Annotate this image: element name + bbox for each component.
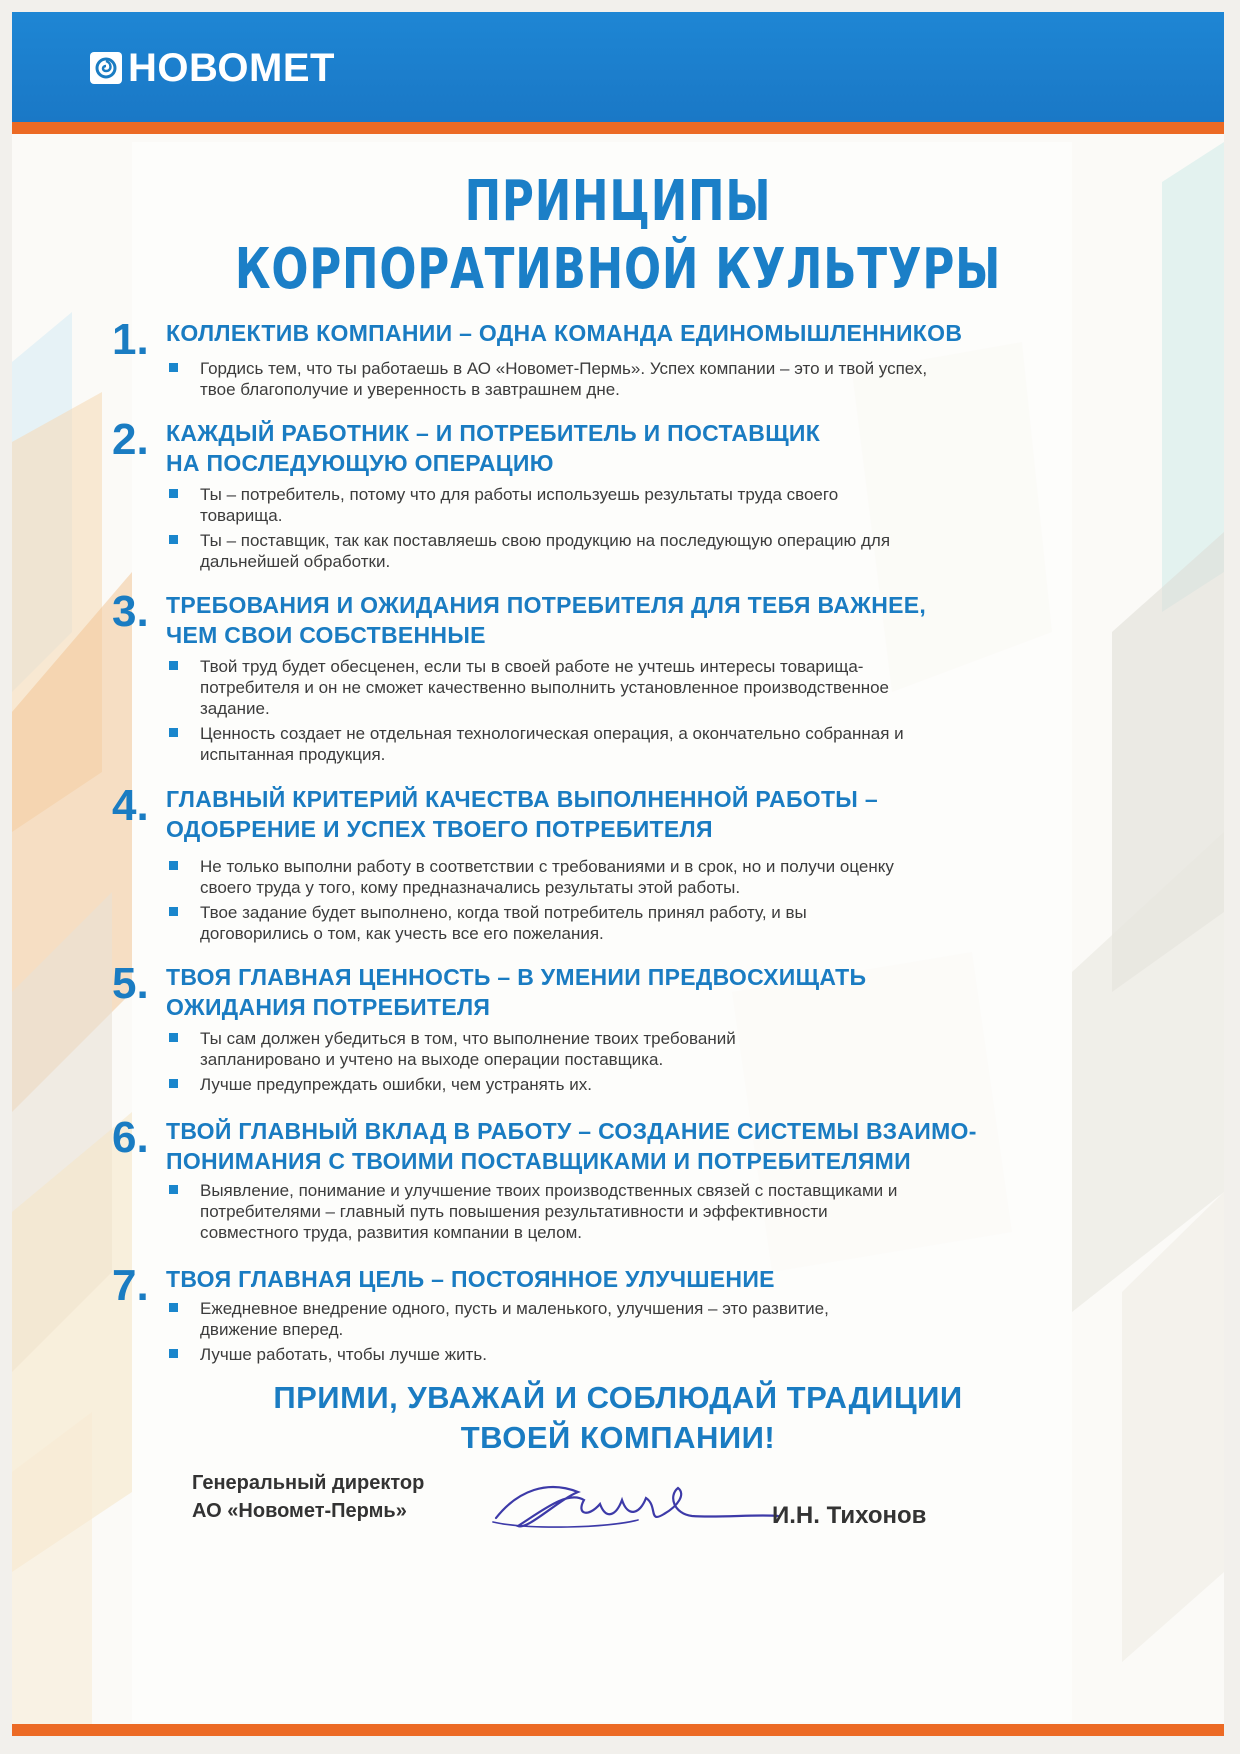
principle-number: 2. (112, 415, 149, 464)
closing-line2: ТВОЕЙ КОМПАНИИ! (460, 1420, 776, 1455)
bullet-square-icon (169, 489, 178, 498)
principle-bullets (166, 1028, 1146, 1099)
principle-number: 5. (112, 959, 149, 1008)
bullet-item: Ты – потребитель, потому что для работы используешь результаты труда своего товарища. (166, 484, 1146, 526)
bullet-item: Лучше работать, чтобы лучше жить. (166, 1344, 1146, 1365)
bullet-item: Выявление, понимание и улучшение твоих производственных связей с поставщиками и потребителями – главный путь повышения результативности и эффективности совместного труда, развития компании в целом. (166, 1180, 1146, 1243)
principle-bullets (166, 1180, 1146, 1247)
principle-heading: ТВОЯ ГЛАВНАЯ ЦЕЛЬ – ПОСТОЯННОЕ УЛУЧШЕНИЕ (166, 1266, 775, 1292)
bullet-square-icon (169, 861, 178, 870)
principle-heading: КАЖДЫЙ РАБОТНИК – И ПОТРЕБИТЕЛЬ И ПОСТАВЩИК НА ПОСЛЕДУЮЩУЮ ОПЕРАЦИЮ (166, 420, 821, 476)
bullet-square-icon (169, 1079, 178, 1088)
principle-number: 4. (112, 781, 149, 830)
principle-bullets (166, 656, 1146, 769)
signatory-company: АО «Новомет-Пермь» (192, 1500, 407, 1522)
bullet-item: Твое задание будет выполнено, когда твой потребитель принял работу, и вы договорились о том, как учесть все его пожелания. (166, 902, 1146, 944)
poster-sheet (12, 12, 1224, 1736)
page-title-line2: КОРПОРАТИВНОЙ КУЛЬТУРЫ (234, 237, 1002, 302)
logo-swirl-icon (90, 52, 122, 84)
bullet-item: Лучше предупреждать ошибки, чем устранять их. (166, 1074, 1146, 1095)
principle-heading: ТВОЙ ГЛАВНЫЙ ВКЛАД В РАБОТУ – СОЗДАНИЕ СИСТЕМЫ ВЗАИМО- ПОНИМАНИЯ С ТВОИМИ ПОСТАВЩИКАМИ И ПОТРЕБИТЕЛЯМИ (166, 1118, 977, 1174)
principle-number: 6. (112, 1113, 149, 1162)
page-title-line1: ПРИНЦИПЫ (464, 169, 772, 234)
principle-heading: ТВОЯ ГЛАВНАЯ ЦЕННОСТЬ – В УМЕНИИ ПРЕДВОСХИЩАТЬ ОЖИДАНИЯ ПОТРЕБИТЕЛЯ (166, 964, 867, 1020)
principle-bullets (166, 1298, 1146, 1369)
bullet-square-icon (169, 1349, 178, 1358)
principle-number: 3. (112, 587, 149, 636)
principle-heading: КОЛЛЕКТИВ КОМПАНИИ – ОДНА КОМАНДА ЕДИНОМЫШЛЕННИКОВ (166, 320, 963, 346)
principle-heading: ГЛАВНЫЙ КРИТЕРИЙ КАЧЕСТВА ВЫПОЛНЕННОЙ РАБОТЫ – ОДОБРЕНИЕ И УСПЕХ ТВОЕГО ПОТРЕБИТЕЛЯ (166, 786, 878, 842)
bullet-square-icon (169, 1303, 178, 1312)
principle-number: 7. (112, 1261, 149, 1310)
principle-bullets (166, 358, 1146, 404)
principle-heading: ТРЕБОВАНИЯ И ОЖИДАНИЯ ПОТРЕБИТЕЛЯ ДЛЯ ТЕБЯ ВАЖНЕЕ, ЧЕМ СВОИ СОБСТВЕННЫЕ (166, 592, 927, 648)
principle-bullets (166, 856, 1146, 948)
signatory-title: Генеральный директор (192, 1472, 425, 1494)
bullet-square-icon (169, 1185, 178, 1194)
principle-number: 1. (112, 315, 149, 364)
bullet-item: Ценность создает не отдельная технологическая операция, а окончательно собранная и испытанная продукция. (166, 723, 1146, 765)
logo-text: НОВОМЕТ (128, 46, 335, 90)
bullet-square-icon (169, 661, 178, 670)
bullet-item: Гордись тем, что ты работаешь в АО «Новомет-Пермь». Успех компании – это и твой успех, твое благополучие и уверенность в завтрашнем дне. (166, 358, 1146, 400)
footer-accent-stripe (12, 1724, 1224, 1736)
company-logo (90, 48, 335, 88)
bullet-square-icon (169, 907, 178, 916)
bullet-square-icon (169, 1033, 178, 1042)
bullet-square-icon (169, 535, 178, 544)
bullet-square-icon (169, 728, 178, 737)
bullet-item: Не только выполни работу в соответствии с требованиями и в срок, но и получи оценку своего труда у того, кому предназначались результаты этой работы. (166, 856, 1146, 898)
bullet-item: Ежедневное внедрение одного, пусть и маленького, улучшения – это развитие, движение вперед. (166, 1298, 1146, 1340)
bullet-item: Твой труд будет обесценен, если ты в своей работе не учтешь интересы товарища- потребителя и он не сможет качественно выполнить установленное производственное задание. (166, 656, 1146, 719)
bullet-square-icon (169, 363, 178, 372)
handwritten-signature (488, 1470, 788, 1540)
header-accent-stripe (12, 122, 1224, 134)
closing-line1: ПРИМИ, УВАЖАЙ И СОБЛЮДАЙ ТРАДИЦИИ (273, 1380, 963, 1415)
signatory-name: И.Н. Тихонов (772, 1502, 927, 1529)
bullet-item: Ты сам должен убедиться в том, что выполнение твоих требований запланировано и учтено на выходе операции поставщика. (166, 1028, 1146, 1070)
bullet-item: Ты – поставщик, так как поставляешь свою продукцию на последующую операцию для дальнейшей обработки. (166, 530, 1146, 572)
principle-bullets (166, 484, 1146, 576)
